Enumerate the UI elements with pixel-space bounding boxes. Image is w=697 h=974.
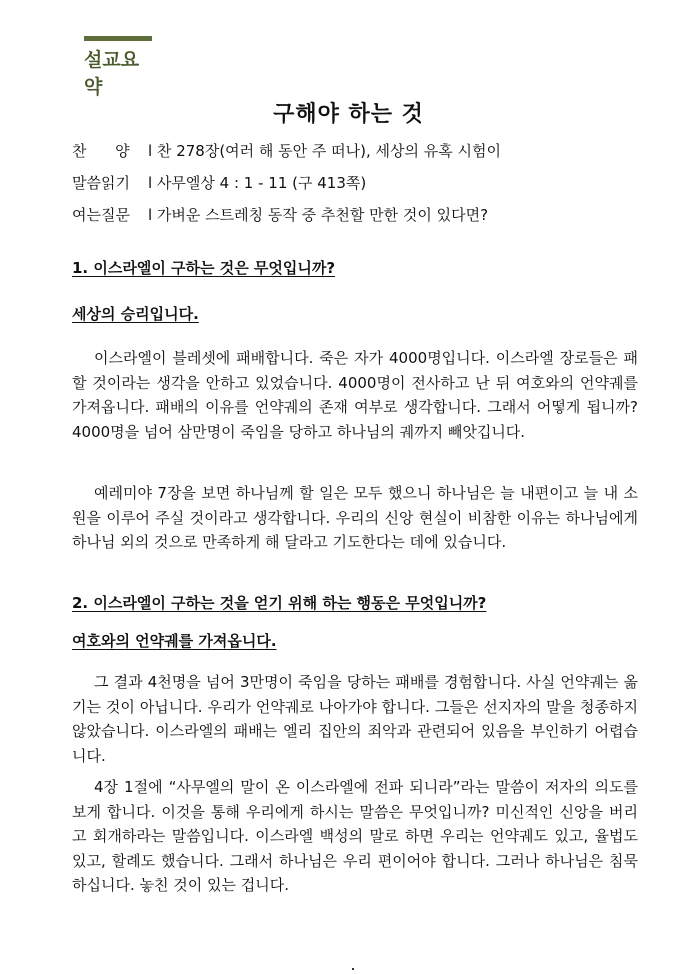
page-title: 구해야 하는 것 xyxy=(273,102,424,127)
church-logo xyxy=(84,36,154,99)
info-label: 찬 양 xyxy=(72,142,130,160)
section-1-paragraph-2: 예레미야 7장을 보면 하나님께 할 일은 모두 했으니 하나님은 늘 내편이고 늘 내 소원을 이루어 주실 것이라고 생각합니다. 우리의 신앙 현실이 비참한 이유는 하나님에게 하나님 외의 것으로 만족하게 해 달라고 기도한다는 데에 있습니다. xyxy=(72,484,638,551)
info-value: l 찬 278장(여러 해 동안 주 떠나), 세상의 유혹 시험이 xyxy=(148,142,502,160)
info-label: 여는질문 xyxy=(72,206,130,224)
info-row-hymn xyxy=(72,141,501,161)
info-label: 말씀읽기 xyxy=(72,174,130,192)
section-2-paragraph-2: 4장 1절에 “사무엘의 말이 온 이스라엘에 전파 되니라”라는 말씀이 저자의 의도를 보게 합니다. 이것을 통해 우리에게 하시는 말씀은 무엇입니까? 미신적인 신앙을 버리고 회개하라는 말씀입니다. 이스라엘 백성의 말로 하면 우리는 언약궤도 있고, 율법도 있고, 할례도 했습니다. 그래서 하나님은 우리 편이어야 합니다. 그러나 하나님은 침묵하십니다. 놓친 것이 있는 겁니다. xyxy=(72,778,638,894)
section-1-subheading: 세상의 승리입니다. xyxy=(72,305,199,323)
section-1-paragraph-1: 이스라엘이 블레셋에 패배합니다. 죽은 자가 4000명입니다. 이스라엘 장로들은 패할 것이라는 생각을 안하고 있었습니다. 4000명이 전사하고 난 뒤 여호와의 언약궤를 가져옵니다. 패배의 이유를 언약궤의 존재 여부로 생각합니다. 그래서 어떻게 됩니까? 4000명을 넘어 삼만명이 죽임을 당하고 하나님의 궤까지 빼앗깁니다. xyxy=(72,349,638,441)
info-row-reading xyxy=(72,173,366,193)
logo-text: 설교요약 xyxy=(84,49,140,98)
info-value: l 가벼운 스트레칭 동작 중 추천할 만한 것이 있다면? xyxy=(148,206,489,224)
section-2-subheading: 여호와의 언약궤를 가져옵니다. xyxy=(72,632,277,650)
section-1-heading: 1. 이스라엘이 구하는 것은 무엇입니까? xyxy=(72,259,336,277)
section-2-heading: 2. 이스라엘이 구하는 것을 얻기 위해 하는 행동은 무엇입니까? xyxy=(72,594,487,612)
section-2-paragraph-1: 그 결과 4천명을 넘어 3만명이 죽임을 당하는 패배를 경험합니다. 사실 언약궤는 옮기는 것이 아닙니다. 우리가 언약궤로 나아가야 합니다. 그들은 선지자의 말을 청종하지 않았습니다. 이스라엘의 패배는 엘리 집안의 죄악과 관련되어 있음을 부인하기 어렵습니다. xyxy=(72,673,638,765)
page-mark xyxy=(352,968,354,970)
info-row-question xyxy=(72,205,488,225)
logo-bar xyxy=(84,36,152,41)
info-value: l 사무엘상 4 : 1 - 11 (구 413쪽) xyxy=(148,174,367,192)
